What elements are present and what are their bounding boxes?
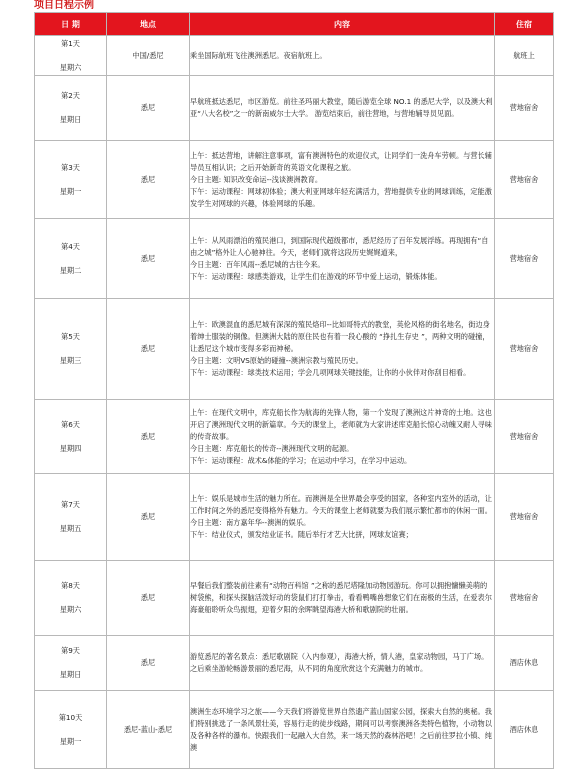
day-cell — [35, 76, 107, 141]
content-cell — [190, 141, 495, 219]
content-cell — [190, 299, 495, 400]
itinerary-body — [35, 36, 554, 769]
content-text: 上午：在现代文明中，库克船长作为航海的先锋人物，第一个发现了澳洲这片神奇的土地。这也开启了澳洲现代文明的新篇章。今天的课堂上，老师就为大家讲述库克船长惊心动魄又耐人寻味的传奇故事。 今日主题：库克船长的传奇--澳洲现代文明的起源。 下午：运动课程：战术&体能的学习；在运动中学习，在学习中运动。 — [190, 407, 492, 465]
location-cell: 悉尼 — [107, 299, 190, 400]
day-number: 第3天 — [61, 162, 80, 172]
content-text: 早餐后我们整装前往素有“动物百科馆 ”之称的悉尼塔隆加动物园游玩。你可以拥抱慵懒美萌的树袋熊，和探头探脑活泼好动的袋鼠们打打拳击，看看鸭嘴兽想象它们在南极的生活，在爱表尔海豪船聆听众鸟振翅，迎着夕阳的余晖眺望海港大桥和歌剧院的壮丽。 — [190, 581, 492, 614]
table-row — [35, 474, 554, 561]
day-number: 第1天 — [61, 38, 80, 48]
header-accommodation: 住宿 — [495, 13, 554, 36]
content-cell — [190, 36, 495, 76]
content-cell — [190, 219, 495, 299]
content-text: 乘坐国际航班飞往澳洲悉尼。夜宿航班上。 — [190, 50, 327, 60]
content-text: 澳洲生态环境学习之旅——今天我们将游览世界自然遗产蓝山国家公园，探索大自然的奥秘。我们特别挑选了一条风景壮美，容易行走的徒步线路，期间可以考察澳洲各类特色植物，小动物以及各种各样的瀑布。快跟我们一起融入大自然，来一场天然的森林浴吧！之后前往罗拉小镇、纯澳 — [190, 706, 492, 752]
content-text: 上午：欧澳混血的悉尼城有深深的殖民烙印--比如哥特式的教堂，英伦风格的街名地名，街边身着绅士服装的铜像。但澳洲大陆的原住民也有着一段心酸的 “挣扎生存史 ”，两种文明的碰撞，让悉尼这个城市变得多彩而神秘。 今日主题：文明VS原始的碰撞--澳洲宗教与殖民历史。 下午：运动课程：球类技术运用；学会几项网球关键技能，让你的小伙伴对你刮目相看。 — [190, 320, 490, 377]
content-cell — [190, 561, 495, 636]
day-cell — [35, 299, 107, 400]
day-number: 第6天 — [61, 419, 80, 429]
day-number: 第7天 — [61, 500, 80, 509]
day-number: 第9天 — [61, 646, 80, 655]
day-cell — [35, 561, 107, 636]
content-text: 上午：从风雨漂泊的殖民港口，到国际现代超级都市，悉尼经历了百年发展浮练。再现拥有“自由之城”格外让人心驰神往。今天，老师们就将这段历史娓娓道来， 今日主题：百年风雨--悉尼城的古往今来。 下午：运动课程：球感类游戏，让学生们在游戏的环节中爱上运动，锻炼体能。 — [190, 235, 489, 281]
weekday: 星期日 — [59, 670, 82, 679]
location-cell: 悉尼 — [107, 400, 190, 474]
day-cell — [35, 636, 107, 691]
content-text: 游览悉尼的著名景点：悉尼歌剧院（入内参观），海港大桥，情人港，皇家动物园，马丁广场。之后乘坐游轮畅游景丽的悉尼海，从不同的角度欣赏这个充满魅力的城市。 — [190, 652, 489, 673]
location-cell: 悉尼 — [107, 76, 190, 141]
location-cell: 悉尼 — [107, 636, 190, 691]
content-text: 上午：抵达营地，讲解注意事项，富有澳洲特色的欢迎仪式，让同学们一洗舟车劳顿。与营长辅导员互相认识；之后开始新奇的英语文化课程之旅。 今日主题: 知识改变命运--浅谈澳洲教育。 下午：运动课程：网球初体验；澳大利亚网球年轻充满活力，营地提供专业的网球训练，定能激发学生对网球的兴趣，体验网球的乐趣。 — [190, 150, 492, 208]
table-row — [35, 561, 554, 636]
accommodation-cell: 营地宿舍 — [495, 219, 554, 299]
table-row — [35, 76, 554, 141]
accommodation-cell: 营地宿舍 — [495, 141, 554, 219]
content-text: 上午：娱乐是城市生活的魅力所在。而澳洲是全世界最会享受的国家，各种室内室外的活动，让工作时间之外的悉尼变得格外有魅力。今天的课堂上老师就要为我们展示繁忙都市的休闲一面。 今日主题：南方嘉年华--澳洲的娱乐。 下午：结业仪式，颁发结业证书。随后举行才艺大比拼，网球友谊赛； — [190, 494, 492, 539]
table-row — [35, 141, 554, 219]
day-cell — [35, 36, 107, 76]
location-cell: 悉尼 — [107, 219, 190, 299]
location-cell: 中国/悉尼 — [107, 36, 190, 76]
day-number: 第2天 — [61, 91, 80, 100]
weekday: 星期六 — [59, 605, 82, 614]
location-cell: 悉尼 — [107, 141, 190, 219]
table-row — [35, 400, 554, 474]
weekday: 星期二 — [59, 265, 82, 275]
day-cell — [35, 219, 107, 299]
table-row — [35, 636, 554, 691]
table-header-row — [35, 13, 554, 36]
accommodation-cell: 营地宿舍 — [495, 76, 554, 141]
table-row — [35, 299, 554, 400]
content-cell — [190, 636, 495, 691]
table-row — [35, 219, 554, 299]
accommodation-cell: 航班上 — [495, 36, 554, 76]
accommodation-cell: 营地宿舍 — [495, 474, 554, 561]
accommodation-cell: 营地宿舍 — [495, 400, 554, 474]
day-cell — [35, 141, 107, 219]
day-number: 第5天 — [61, 332, 80, 341]
location-cell: 悉尼 — [107, 561, 190, 636]
weekday: 星期三 — [59, 356, 82, 365]
content-text: 早航班抵达悉尼，市区游览。前往圣玛丽大教堂，随后游览全球 NO.1 的悉尼大学，以及澳大利亚“八大名校”之一的新南威尔士大学。 游览结束后，前往营地，与营地辅导员见面。 — [190, 97, 493, 118]
accommodation-cell: 营地宿舍 — [495, 561, 554, 636]
weekday: 星期日 — [59, 115, 82, 124]
content-cell — [190, 76, 495, 141]
day-cell — [35, 474, 107, 561]
table-row — [35, 36, 554, 76]
header-date: 日 期 — [35, 13, 107, 36]
day-number: 第4天 — [61, 241, 80, 251]
day-number: 第10天 — [58, 712, 83, 722]
location-cell: 悉尼-蓝山-悉尼 — [107, 691, 190, 769]
day-number: 第8天 — [61, 581, 80, 590]
weekday: 星期四 — [59, 443, 82, 453]
itinerary-table — [34, 12, 554, 769]
weekday: 星期一 — [59, 186, 82, 196]
content-cell — [190, 474, 495, 561]
content-cell — [190, 400, 495, 474]
location-cell: 悉尼 — [107, 474, 190, 561]
weekday: 星期一 — [59, 736, 82, 746]
weekday: 星期五 — [59, 524, 82, 533]
day-cell — [35, 400, 107, 474]
weekday: 星期六 — [59, 62, 82, 72]
accommodation-cell: 营地宿舍 — [495, 299, 554, 400]
accommodation-cell: 酒店休息 — [495, 691, 554, 769]
header-location: 地点 — [107, 13, 190, 36]
accommodation-cell: 酒店休息 — [495, 636, 554, 691]
page-title: 项目日程示例 — [34, 0, 94, 11]
header-content: 内容 — [190, 13, 495, 36]
